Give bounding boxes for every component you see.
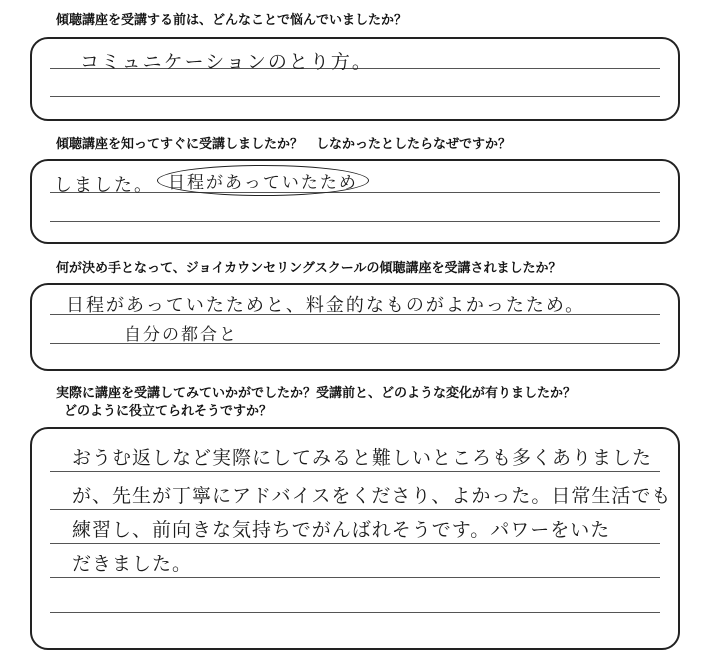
answer-4-line-1: おうむ返しなど実際にしてみると難しいところも多くありました <box>72 447 653 469</box>
answer-2-text: しました。 <box>54 175 154 196</box>
answer-3-text: 日程があっていたためと、料金的なものがよかったため。 <box>66 295 586 316</box>
answer-4-line-2: が、先生が丁寧にアドバイスをくださり、よかった。日常生活でも <box>72 485 672 507</box>
answer-4-line-4: だきました。 <box>72 553 193 575</box>
ruled-line <box>50 96 660 97</box>
question-4-label: 実際に講座を受講してみていかがでしたか？受講前と、どのような変化が有りましたか？ <box>56 386 577 401</box>
question-2-label: 傾聴講座を知ってすぐに受講しましたか？ しなかったとしたらなぜですか？ <box>56 137 512 152</box>
answer-3-insert-text: 自分の都合と <box>124 325 238 345</box>
answer-box-3[interactable] <box>30 283 680 371</box>
question-3-label: 何が決め手となって、ジョイカウンセリングスクールの傾聴講座を受講されましたか？ <box>56 261 562 276</box>
ruled-line <box>50 612 660 613</box>
question-1-label: 傾聴講座を受講する前は、どんなことで悩んでいましたか？ <box>56 13 408 28</box>
ruled-line <box>50 471 660 472</box>
answer-2-circled-text: 日程があっていたため <box>157 165 369 196</box>
question-4-label-line2: どのように役立てられそうですか？ <box>64 404 273 419</box>
answer-4-line-3: 練習し、前向きな気持ちでがんばれそうです。パワーをいた <box>72 519 611 541</box>
answer-box-1[interactable] <box>30 37 680 121</box>
ruled-line <box>50 221 660 222</box>
answer-box-2[interactable] <box>30 159 680 244</box>
ruled-line <box>50 509 660 510</box>
answer-box-4[interactable] <box>30 427 680 650</box>
answer-1-text: コミュニケーションのとり方。 <box>80 51 373 73</box>
ruled-line <box>50 577 660 578</box>
ruled-line <box>50 543 660 544</box>
